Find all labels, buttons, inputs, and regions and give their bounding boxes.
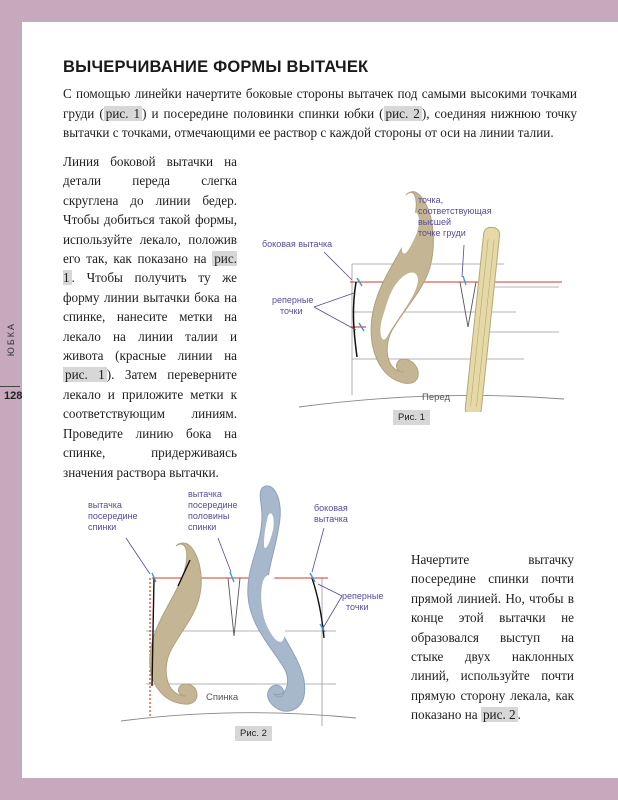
label-marks: точки [280, 306, 303, 316]
leader-line [126, 538, 150, 574]
page [22, 22, 618, 778]
label-half-back-dart: посередине [188, 500, 238, 510]
label-half-back-dart: вытачка [188, 489, 222, 499]
half-back-dart-line [228, 578, 234, 636]
french-curve-shape [150, 543, 201, 704]
figure-1-illustration [254, 167, 584, 412]
left-column-text: Линия боковой вытачки на детали переда слегка скруглена до линии бедер. Чтобы добиться такой формы, используйте лекало, положив его так, как показано на рис. 1 . Чтобы получить ту же форму линии вытачки бока на спинке, нанесите метки на лекало на линии талии и живота (красные линии на рис. 1 ). Затем переверните лекало и приложите метки к соответствующим линиям. Проведите линию бока на спинке, придерживаясь значения раствора вытачки. [63, 154, 237, 480]
label-bust-point: соответствующая [418, 206, 492, 216]
figure-reference[interactable]: рис. 2 [482, 707, 516, 723]
right-column-text: Начертите вытачку посередине спинки почти прямой линией. Но, чтобы в конце этой вытачки не образовался выступ на стыке двух наклонных линий, используйте почти прямую сторону лекала, как показано на рис. 2 . [411, 552, 574, 723]
leader-line [312, 528, 324, 572]
figure-2-caption: Рис. 2 [235, 726, 272, 741]
label-center-back-dart: посередине [88, 511, 138, 521]
label-side-dart: боковая [314, 503, 348, 513]
page-number-divider [0, 386, 20, 387]
label-marks: реперные [342, 591, 384, 601]
leader-line [314, 307, 356, 330]
half-back-dart-line [234, 578, 240, 636]
figure-reference[interactable]: рис. 1 [65, 367, 105, 383]
label-half-back-dart: спинки [188, 522, 217, 532]
figure-reference[interactable]: рис. 2 [385, 105, 420, 121]
figure-2-illustration [66, 456, 386, 741]
leader-line [323, 596, 342, 628]
label-back: Спинка [206, 692, 239, 703]
label-center-back-dart: спинки [88, 522, 117, 532]
leader-line [218, 538, 231, 572]
label-marks: реперные [272, 295, 314, 305]
label-half-back-dart: половины [188, 511, 230, 521]
label-marks: точки [346, 602, 369, 612]
hem-line [121, 713, 356, 721]
label-side-dart: боковая вытачка [262, 239, 333, 249]
intro-paragraph: С помощью линейки начертите боковые стороны вытачек под самыми высокими точками груди ( рис. 1 ) и посередине половинки спинки юбки ( рис. 2 ), соединяя нижнюю точку вытачки с точками, отмечающими ее раствор с каждой стороны от оси на линии талии. [63, 86, 577, 140]
leader-line [314, 293, 354, 307]
mark-tick [463, 276, 466, 285]
label-bust-point: высшей [418, 217, 452, 227]
label-front: Перед [422, 392, 451, 403]
label-center-back-dart: вытачка [88, 500, 122, 510]
label-bust-point: точка, [418, 195, 444, 205]
ruler [465, 227, 501, 412]
label-side-dart: вытачка [314, 514, 348, 524]
bust-dart-line [460, 282, 468, 327]
figure-1-caption: Рис. 1 [393, 410, 430, 425]
section-label: ЮБКА [6, 322, 16, 357]
leader-line [324, 252, 352, 280]
mark-tick [230, 572, 234, 582]
figure-reference[interactable]: рис. 1 [63, 251, 237, 286]
page-number: 128 [4, 390, 23, 402]
page-title: ВЫЧЕРЧИВАНИЕ ФОРМЫ ВЫТАЧЕК [63, 58, 369, 76]
label-bust-point: точке груди [418, 228, 466, 238]
leader-line [462, 245, 464, 277]
figure-reference[interactable]: рис. 1 [105, 105, 141, 121]
